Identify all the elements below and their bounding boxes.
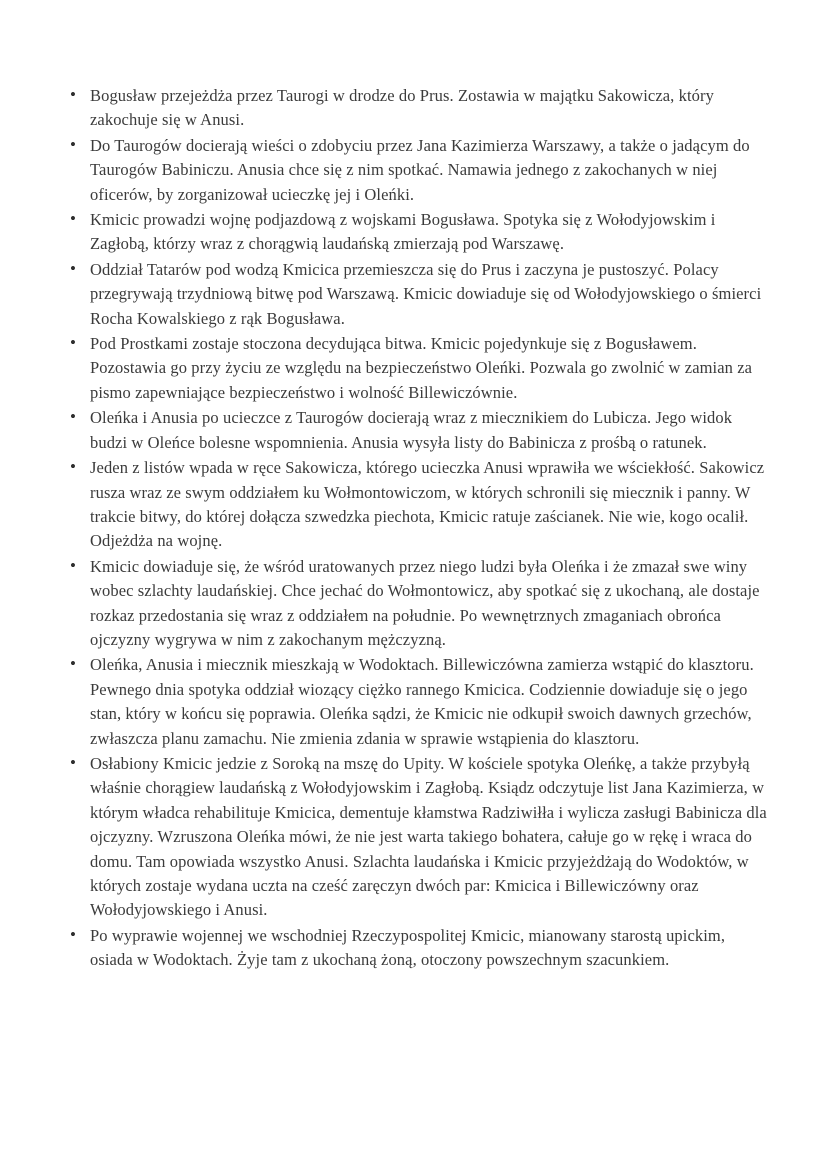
list-item: • Kmicic dowiaduje się, że wśród uratowanych przez niego ludzi była Oleńka i że zmazał swe winy wobec szlachty laudańskiej. Chce jechać do Wołmontowicz, aby spotkać się z ukochaną, ale dostaje rozkaz przedostania się wraz z oddziałem na południe. Po wewnętrznych zmaganiach obrońca ojczyzny wygrywa w nim z zakochanym mężczyzną. (70, 555, 772, 653)
list-item: • Kmicic prowadzi wojnę podjazdową z wojskami Bogusława. Spotyka się z Wołodyjowskim i Zagłobą, którzy wraz z chorągwią laudańską zmierzają pod Warszawę. (70, 208, 772, 257)
list-item: • Bogusław przejeżdża przez Taurogi w drodze do Prus. Zostawia w majątku Sakowicza, który zakochuje się w Anusi. (70, 84, 772, 133)
list-item: • Oleńka, Anusia i miecznik mieszkają w Wodoktach. Billewiczówna zamierza wstąpić do klasztoru. Pewnego dnia spotyka oddział wiozący ciężko rannego Kmicica. Codziennie dowiaduje się o jego stan, który w końcu się poprawia. Oleńka sądzi, że Kmicic nie odkupił swoich dawnych grzechów, zwłaszcza planu zamachu. Nie zmienia zdania w sprawie wstąpienia do klasztoru. (70, 653, 772, 751)
list-item: • Jeden z listów wpada w ręce Sakowicza, którego ucieczka Anusi wprawiła we wściekłość. Sakowicz rusza wraz ze swym oddziałem ku Wołmontowiczom, w których schronili się miecznik i panny. W trakcie bitwy, do której dołącza szwedzka piechota, Kmicic ratuje zaścianek. Nie wie, kogo ocalił. Odjeżdża na wojnę. (70, 456, 772, 554)
list-item: • Do Taurogów docierają wieści o zdobyciu przez Jana Kazimierza Warszawy, a także o jadącym do Taurogów Babiniczu. Anusia chce się z nim spotkać. Namawia jednego z zakochanych w niej oficerów, by zorganizował ucieczkę jej i Oleńki. (70, 134, 772, 207)
list-item: • Oleńka i Anusia po ucieczce z Taurogów docierają wraz z miecznikiem do Lubicza. Jego widok budzi w Oleńce bolesne wspomnienia. Anusia wysyła listy do Babinicza z prośbą o ratunek. (70, 406, 772, 455)
list-item: • Po wyprawie wojennej we wschodniej Rzeczypospolitej Kmicic, mianowany starostą upickim, osiada w Wodoktach. Żyje tam z ukochaną żoną, otoczony powszechnym szacunkiem. (70, 924, 772, 973)
list-item: • Osłabiony Kmicic jedzie z Soroką na mszę do Upity. W kościele spotyka Oleńkę, a także przybyłą właśnie chorągiew laudańską z Wołodyjowskim i Zagłobą. Ksiądz odczytuje list Jana Kazimierza, w którym władca rehabilituje Kmicica, dementuje kłamstwa Radziwiłła i wylicza zasługi Babinicza dla ojczyzny. Wzruszona Oleńka mówi, że nie jest warta takiego bohatera, całuje go w rękę i wraca do domu. Tam opowiada wszystko Anusi. Szlachta laudańska i Kmicic przyjeżdżają do Wodoktów, w których zostaje wydana uczta na cześć zaręczyn dwóch par: Kmicica i Billewiczówny oraz Wołodyjowskiego i Anusi. (70, 752, 772, 923)
list-item: • Pod Prostkami zostaje stoczona decydująca bitwa. Kmicic pojedynkuje się z Bogusławem. Pozostawia go przy życiu ze względu na bezpieczeństwo Oleńki. Pozwala go zwolnić w zamian za pismo zapewniające bezpieczeństwo i wolność Billewiczównie. (70, 332, 772, 405)
list-item: • Oddział Tatarów pod wodzą Kmicica przemieszcza się do Prus i zaczyna je pustoszyć. Polacy przegrywają trzydniową bitwę pod Warszawą. Kmicic dowiaduje się od Wołodyjowskiego o śmierci Rocha Kowalskiego z rąk Bogusława. (70, 258, 772, 331)
